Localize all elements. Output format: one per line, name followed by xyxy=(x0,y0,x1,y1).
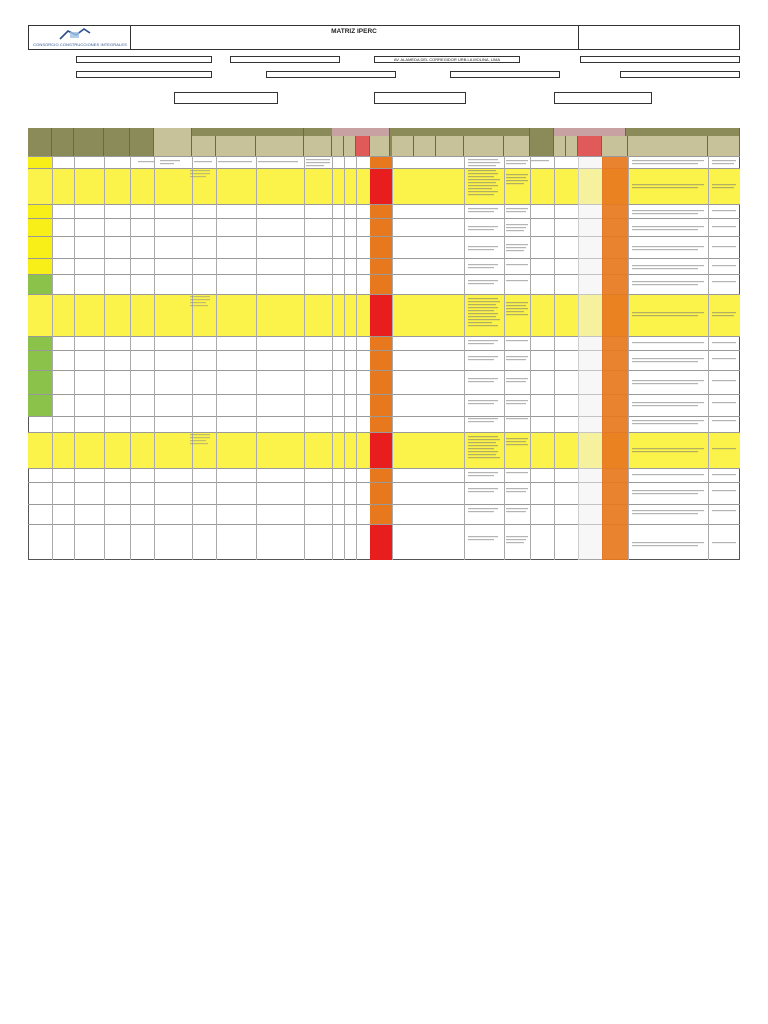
group-control xyxy=(392,128,530,136)
col-admin-controls xyxy=(464,136,504,156)
col-risk-description xyxy=(256,136,304,156)
document-title: MATRIZ IPERC xyxy=(331,28,377,35)
col-responsible xyxy=(530,128,554,156)
col-substitution xyxy=(414,136,436,156)
company-logo-text: CONSORCIO CONSTRUCCIONES INTEGRALES xyxy=(33,42,127,47)
logo-icon xyxy=(58,27,92,41)
col-action-responsible xyxy=(708,136,740,156)
col-res-level xyxy=(578,136,602,156)
col-activity xyxy=(74,128,104,156)
col-risk-level xyxy=(356,136,370,156)
group-action xyxy=(628,128,740,136)
col-epp xyxy=(504,136,530,156)
col-severity xyxy=(344,136,356,156)
col-consequence xyxy=(304,136,332,156)
field-elaboration-date[interactable] xyxy=(620,71,740,78)
group-hazard xyxy=(192,128,304,136)
group-risk-evaluation xyxy=(332,128,390,136)
field-address[interactable] xyxy=(266,71,396,78)
field-ruc[interactable] xyxy=(230,56,340,63)
col-hazard-class xyxy=(192,136,216,156)
field-area[interactable]: AV. ALAMEDA DEL CORREGIDOR URB.LA MOLINA, LIMA xyxy=(374,56,520,63)
field-prepared-name[interactable] xyxy=(174,92,278,104)
field-responsible[interactable] xyxy=(450,71,560,78)
matrix-body-text xyxy=(28,156,740,560)
header-divider xyxy=(578,25,579,50)
col-process xyxy=(28,128,52,156)
field-approved-name[interactable] xyxy=(554,92,652,104)
col-res-significance xyxy=(602,136,628,156)
field-reviewed-name[interactable] xyxy=(374,92,466,104)
group-residual xyxy=(554,128,626,136)
col-probability xyxy=(332,136,344,156)
col-res-prob xyxy=(554,136,566,156)
col-res-sev xyxy=(566,136,578,156)
col-significance xyxy=(370,136,390,156)
col-work-type xyxy=(130,128,154,156)
col-zone xyxy=(52,128,74,156)
col-hazard-description xyxy=(216,136,256,156)
col-hazard xyxy=(154,128,192,156)
field-company[interactable] xyxy=(76,56,212,63)
col-measure xyxy=(628,136,708,156)
col-engineering xyxy=(436,136,464,156)
field-workers[interactable] xyxy=(580,56,740,63)
col-elimination xyxy=(392,136,414,156)
col-task xyxy=(104,128,130,156)
field-activity[interactable] xyxy=(76,71,212,78)
